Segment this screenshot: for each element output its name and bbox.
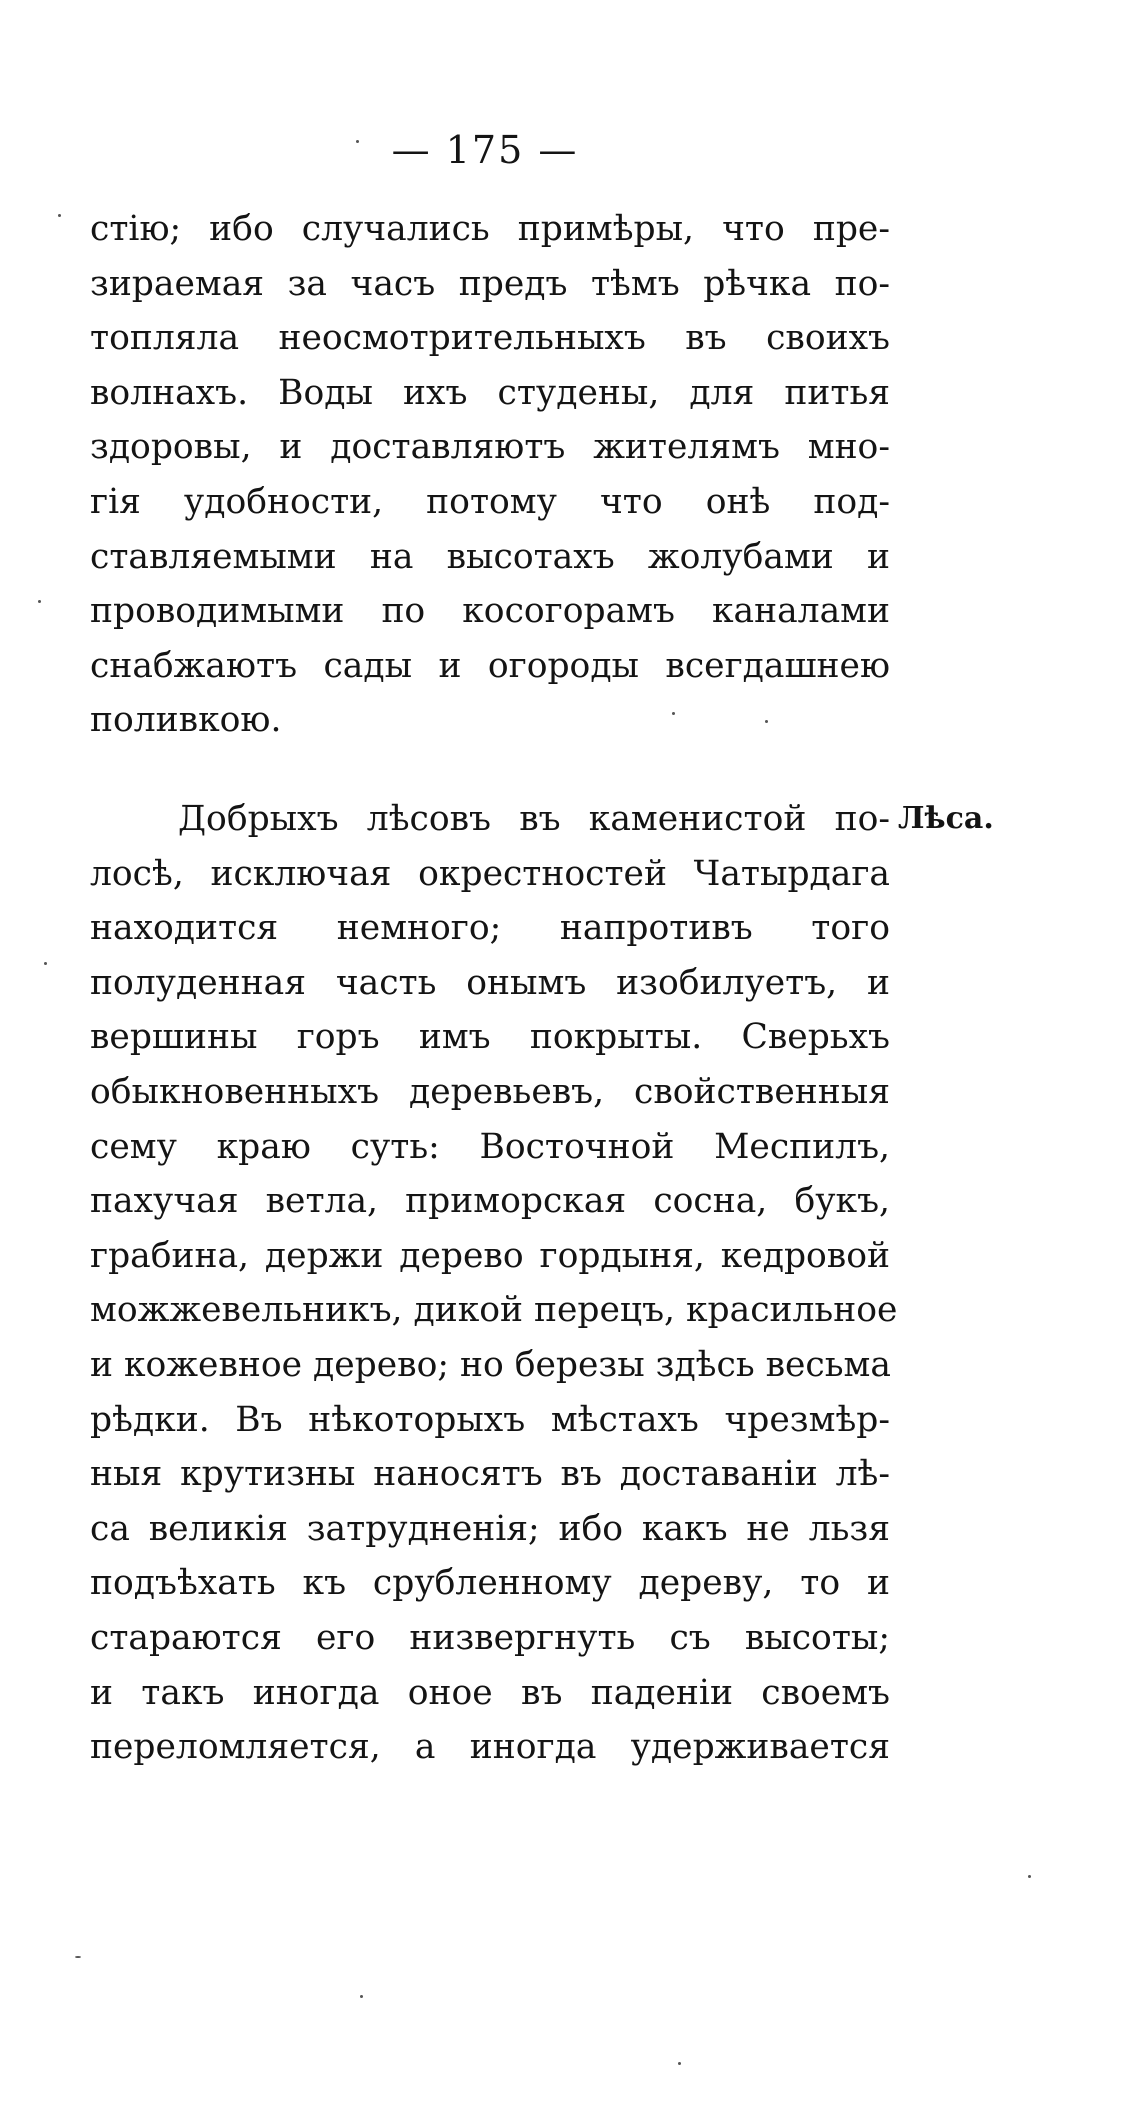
text-line: и такъ иногда оное въ паденіи своемъ — [90, 1672, 890, 1713]
text-line: поливкою. — [90, 700, 282, 741]
text-line: зираемая за часъ предъ тѣмъ рѣчка по- — [90, 263, 890, 304]
scan-speck — [44, 962, 47, 965]
text-line: сему краю суть: Восточной Меспилъ, — [90, 1126, 890, 1167]
scan-speck — [38, 600, 41, 603]
text-line: топляла неосмотрительныхъ въ своихъ — [90, 318, 890, 359]
scan-speck — [58, 214, 61, 217]
text-line: ставляемыми на высотахъ жолубами и — [90, 536, 890, 577]
scan-speck — [765, 720, 768, 723]
text-line: пахучая ветла, приморская сосна, букъ, — [90, 1181, 890, 1222]
text-line: здоровы, и доставляютъ жителямъ мно- — [90, 427, 890, 468]
text-line: полуденная часть онымъ изобилуетъ, и — [90, 962, 890, 1003]
text-line: са великія затрудненія; ибо какъ не льзя — [90, 1508, 890, 1549]
text-line: и кожевное дерево; но березы здѣсь весьма — [90, 1344, 891, 1385]
text-line: снабжаютъ сады и огороды всегдашнею — [90, 645, 890, 686]
paragraph-1 — [90, 202, 890, 748]
text-line: находится немного; напротивъ того — [90, 908, 890, 949]
scan-speck — [360, 1995, 363, 1998]
text-line: подъѣхать къ срубленному дереву, то и — [90, 1563, 890, 1604]
scan-speck — [1028, 1875, 1031, 1878]
text-line: грабина, держи дерево гордыня, кедровой — [90, 1235, 890, 1276]
text-line: волнахъ. Воды ихъ студены, для питья — [90, 372, 890, 413]
text-line: Добрыхъ лѣсовъ въ каменистой по- — [178, 799, 890, 839]
paragraph-2 — [90, 792, 898, 1775]
scan-speck — [672, 712, 675, 715]
text-line: можжевельникъ, дикой перецъ, красильное — [90, 1290, 898, 1331]
text-line: гія удобности, потому что онѣ под- — [90, 481, 890, 522]
text-line: проводимыми по косогорамъ каналами — [90, 591, 890, 632]
scan-speck — [356, 140, 359, 143]
scan-speck — [75, 1956, 81, 1958]
text-line: обыкновенныхъ деревьевъ, свойственныя — [90, 1071, 890, 1112]
text-line: переломляется, а иногда удерживается — [90, 1727, 890, 1768]
text-line: стараются его низвергнуть съ высоты; — [90, 1617, 890, 1658]
text-line: ныя крутизны наносятъ въ доставаніи лѣ- — [90, 1454, 890, 1495]
text-line: рѣдки. Въ нѣкоторыхъ мѣстахъ чрезмѣр- — [90, 1399, 890, 1440]
text-line: лосѣ, исключая окрестностей Чатырдага — [90, 853, 890, 894]
page-number: — 175 — — [391, 128, 579, 172]
text-line: стію; ибо случались примѣры, что пре- — [90, 209, 890, 249]
margin-note: Лѣса. — [898, 801, 994, 836]
scan-speck — [678, 2062, 681, 2065]
text-line: вершины горъ имъ покрыты. Сверьхъ — [90, 1017, 890, 1058]
